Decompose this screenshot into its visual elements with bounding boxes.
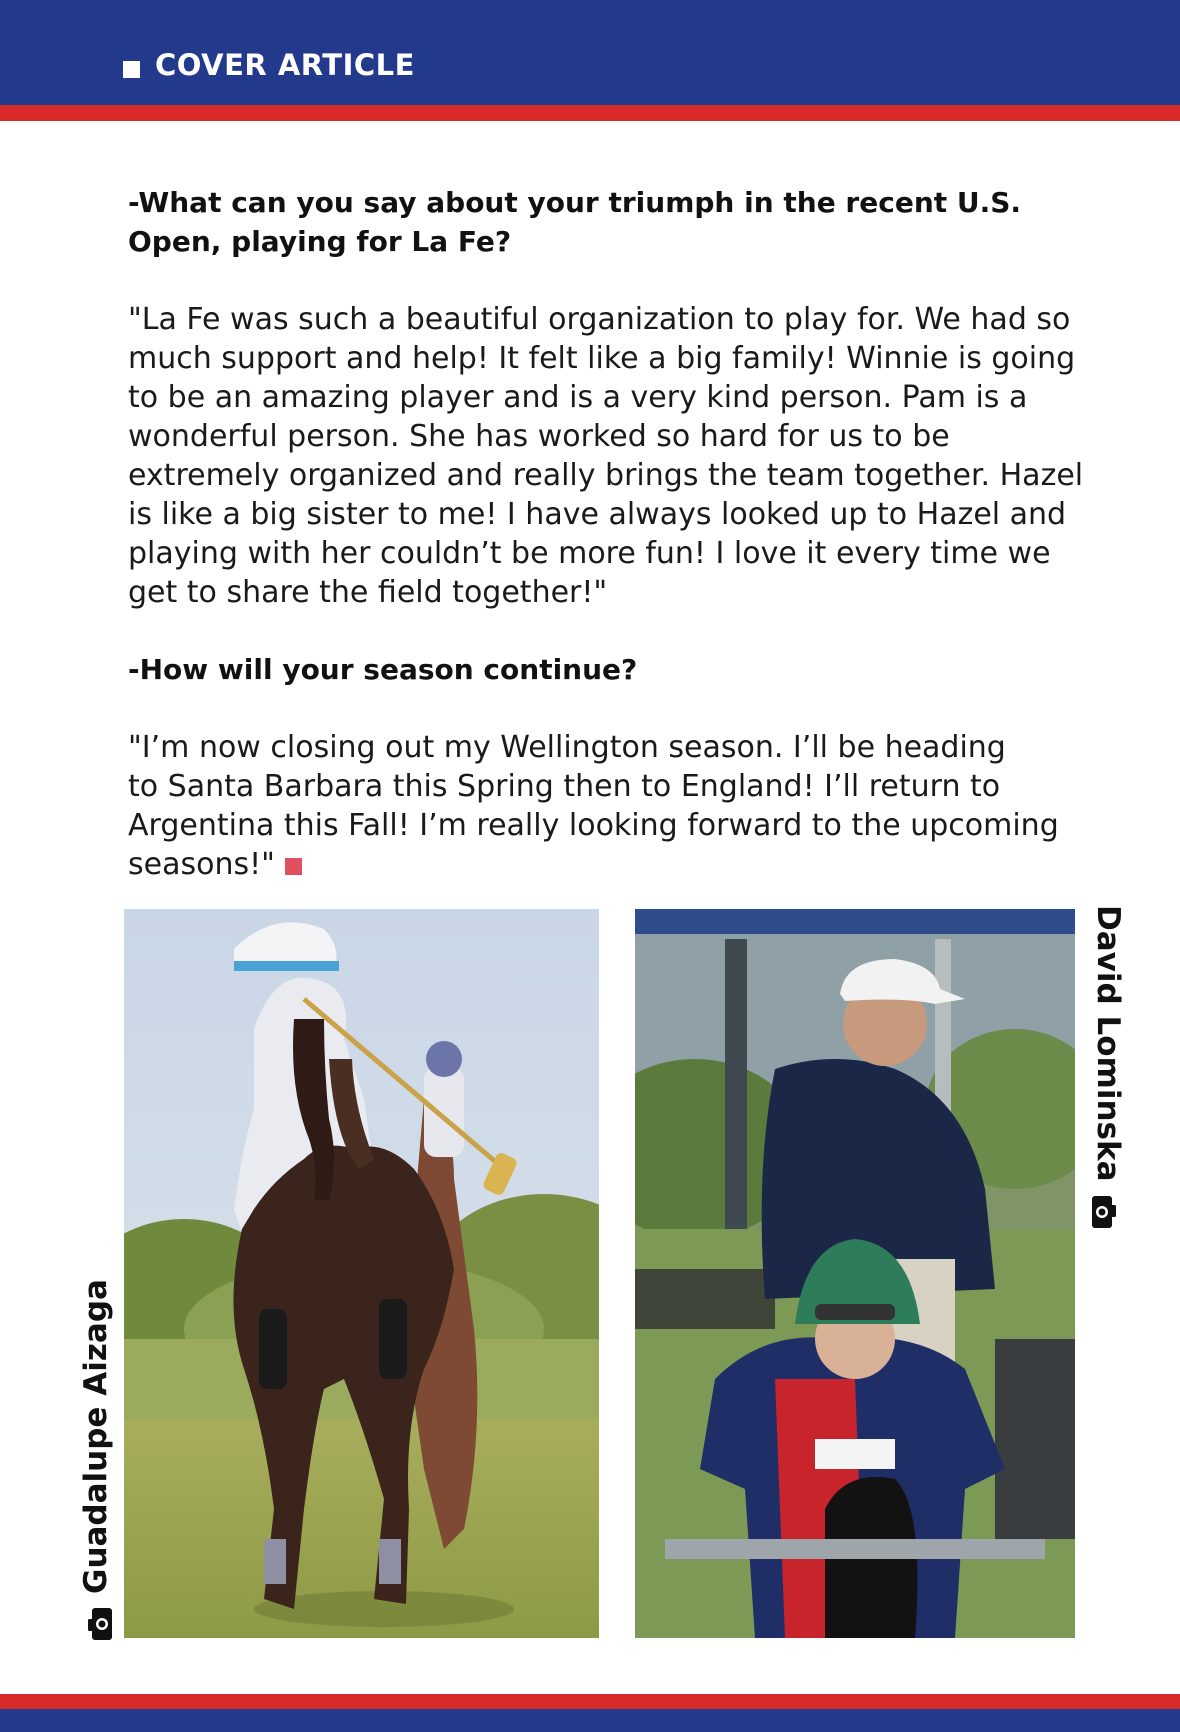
photo-credit-right <box>1090 905 1126 1228</box>
question-2: -How will your season continue? <box>128 653 638 686</box>
photo-credit-right-name: David Lominska <box>1090 905 1126 1182</box>
photo-coach-and-player <box>635 909 1075 1638</box>
camera-icon <box>1096 1196 1121 1228</box>
camera-icon <box>84 1608 109 1640</box>
section-label: COVER ARTICLE <box>155 48 415 82</box>
photo-polo-rider <box>124 909 599 1638</box>
answer-2-block <box>128 728 1088 884</box>
photo-credit-left <box>78 1279 114 1640</box>
answer-1: "La Fe was such a beautiful organization to play for. We had so much support and help! It felt like a big family! Winnie is going to be an amazing player and is a very kind person. Pam is a wonderful person. She has worked so hard for us to be extremely organized and really brings the team together. Hazel is like a big sister to me! I have always looked up to Hazel and playing with her couldn’t be more fun! I love it every time we get to share the field together!" <box>128 302 1084 610</box>
answer-2: "I’m now closing out my Wellington season. I’ll be heading to Santa Barbara this Spring then to England! I’ll return to Argentina this Fall! I’m really looking forward to the upcoming seasons!" <box>128 730 1059 882</box>
footer-bar <box>0 1709 1180 1732</box>
header-stripe <box>0 105 1180 121</box>
photo-credit-left-name: Guadalupe Aizaga <box>78 1279 114 1594</box>
footer-stripe <box>0 1694 1180 1709</box>
question-1: -What can you say about your triumph in the recent U.S. Open, playing for La Fe? <box>128 186 1022 258</box>
end-mark-icon <box>285 858 302 875</box>
section-square-icon <box>123 61 140 78</box>
